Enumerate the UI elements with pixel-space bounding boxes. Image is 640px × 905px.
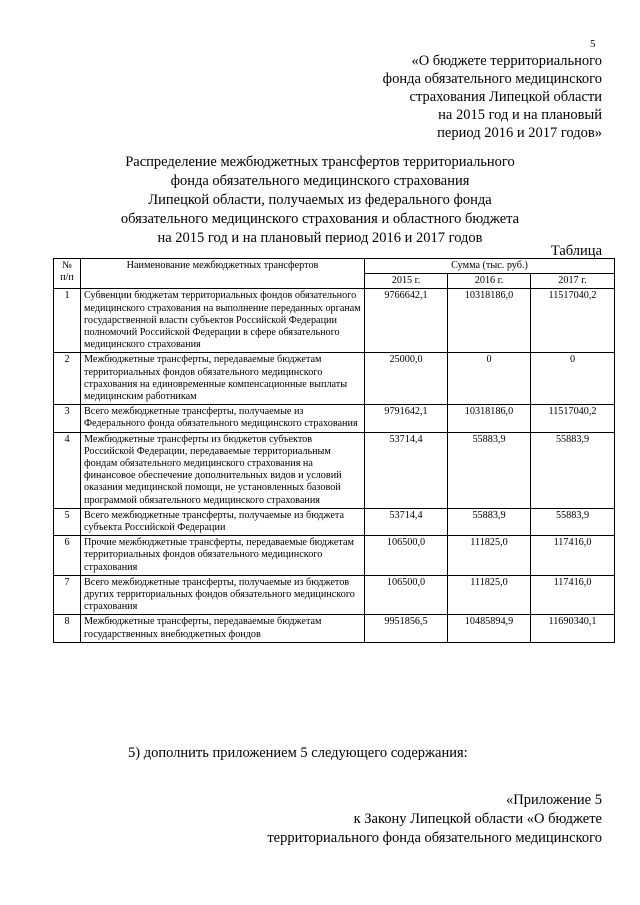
title-line: Распределение межбюджетных трансфертов территориального: [125, 154, 515, 170]
page-number: 5: [590, 38, 596, 50]
value-2015: 9791642,1: [365, 405, 448, 432]
table-row: [54, 575, 615, 615]
table-row: [54, 508, 615, 535]
header-line: период 2016 и 2017 годов»: [437, 125, 602, 141]
row-name: Прочие межбюджетные трансферты, передаваемые бюджетам территориальных фондов обязательного медицинского страхования: [81, 536, 365, 576]
table-row: [54, 536, 615, 576]
appendix-line: к Закону Липецкой области «О бюджете: [353, 811, 602, 827]
title-line: фонда обязательного медицинского страхования: [170, 173, 470, 189]
value-2015: 53714,4: [365, 508, 448, 535]
row-name: Межбюджетные трансферты, передаваемые бюджетам территориальных фондов обязательного медицинского страхования на единовременные компенсационные выплаты медицинским работникам: [81, 353, 365, 405]
value-2015: 9766642,1: [365, 289, 448, 353]
row-number: 4: [54, 432, 81, 508]
row-name: Межбюджетные трансферты, передаваемые бюджетам государственных внебюджетных фондов: [81, 615, 365, 642]
value-2015: 106500,0: [365, 536, 448, 576]
title-line: на 2015 год и на плановый период 2016 и 2017 годов: [157, 230, 483, 246]
value-2015: 25000,0: [365, 353, 448, 405]
row-name: Межбюджетные трансферты из бюджетов субъектов Российской Федерации, передаваемые территориальным фондам обязательного медицинского страхования на финансовое обеспечение дополнительных видов и условий оказания медицинской помощи, не установленных базовой программой обязательного медицинского страхования: [81, 432, 365, 508]
value-2016: 10318186,0: [448, 405, 531, 432]
value-2015: 9951856,5: [365, 615, 448, 642]
transfers-table: [53, 258, 615, 643]
value-2017: 11517040,2: [531, 405, 615, 432]
table-label: Таблица: [550, 243, 602, 259]
row-number: 1: [54, 289, 81, 353]
row-name: Всего межбюджетные трансферты, получаемые из бюджетов других территориальных фондов обязательного медицинского страхования: [81, 575, 365, 615]
year-header-2015: 2015 г.: [365, 274, 448, 289]
row-number: 8: [54, 615, 81, 642]
col-header-num: № п/п: [54, 259, 81, 289]
row-name: Субвенции бюджетам территориальных фондов обязательного медицинского страхования на выполнение переданных органам государственной власти субъектов Российской Федерации полномочий Российской Федерации в сфере обязательного медицинского страхования: [81, 289, 365, 353]
amendment-text: 5) дополнить приложением 5 следующего содержания:: [128, 745, 468, 761]
year-header-2017: 2017 г.: [531, 274, 615, 289]
appendix-line: территориального фонда обязательного медицинского: [267, 830, 602, 846]
value-2017: 11690340,1: [531, 615, 615, 642]
col-header-sum: Сумма (тыс. руб.): [365, 259, 615, 274]
value-2015: 53714,4: [365, 432, 448, 508]
table-row: [54, 405, 615, 432]
title-line: Липецкой области, получаемых из федерального фонда: [148, 192, 492, 208]
value-2016: 10485894,9: [448, 615, 531, 642]
value-2016: 111825,0: [448, 575, 531, 615]
value-2016: 10318186,0: [448, 289, 531, 353]
row-number: 5: [54, 508, 81, 535]
header-line: «О бюджете территориального: [411, 53, 602, 69]
appendix-line: «Приложение 5: [506, 792, 602, 808]
value-2015: 106500,0: [365, 575, 448, 615]
value-2017: 117416,0: [531, 536, 615, 576]
row-number: 6: [54, 536, 81, 576]
row-name: Всего межбюджетные трансферты, получаемые из бюджета субъекта Российской Федерации: [81, 508, 365, 535]
header-line: на 2015 год и на плановый: [438, 107, 602, 123]
col-header-name: Наименование межбюджетных трансфертов: [81, 259, 365, 289]
value-2017: 55883,9: [531, 432, 615, 508]
header-line: страхования Липецкой области: [409, 89, 602, 105]
table-row: [54, 615, 615, 642]
value-2016: 55883,9: [448, 432, 531, 508]
table-row: [54, 353, 615, 405]
row-number: 2: [54, 353, 81, 405]
law-title-header: [383, 52, 602, 142]
value-2017: 0: [531, 353, 615, 405]
year-header-2016: 2016 г.: [448, 274, 531, 289]
value-2017: 11517040,2: [531, 289, 615, 353]
row-number: 7: [54, 575, 81, 615]
table-row: [54, 289, 615, 353]
document-title: [40, 153, 600, 248]
row-number: 3: [54, 405, 81, 432]
title-line: обязательного медицинского страхования и областного бюджета: [120, 211, 520, 227]
header-line: фонда обязательного медицинского: [382, 71, 602, 87]
value-2016: 111825,0: [448, 536, 531, 576]
value-2017: 55883,9: [531, 508, 615, 535]
row-name: Всего межбюджетные трансферты, получаемые из Федерального фонда обязательного медицинского страхования: [81, 405, 365, 432]
appendix-header: [267, 791, 602, 848]
value-2016: 0: [448, 353, 531, 405]
table-row: [54, 432, 615, 508]
value-2016: 55883,9: [448, 508, 531, 535]
value-2017: 117416,0: [531, 575, 615, 615]
